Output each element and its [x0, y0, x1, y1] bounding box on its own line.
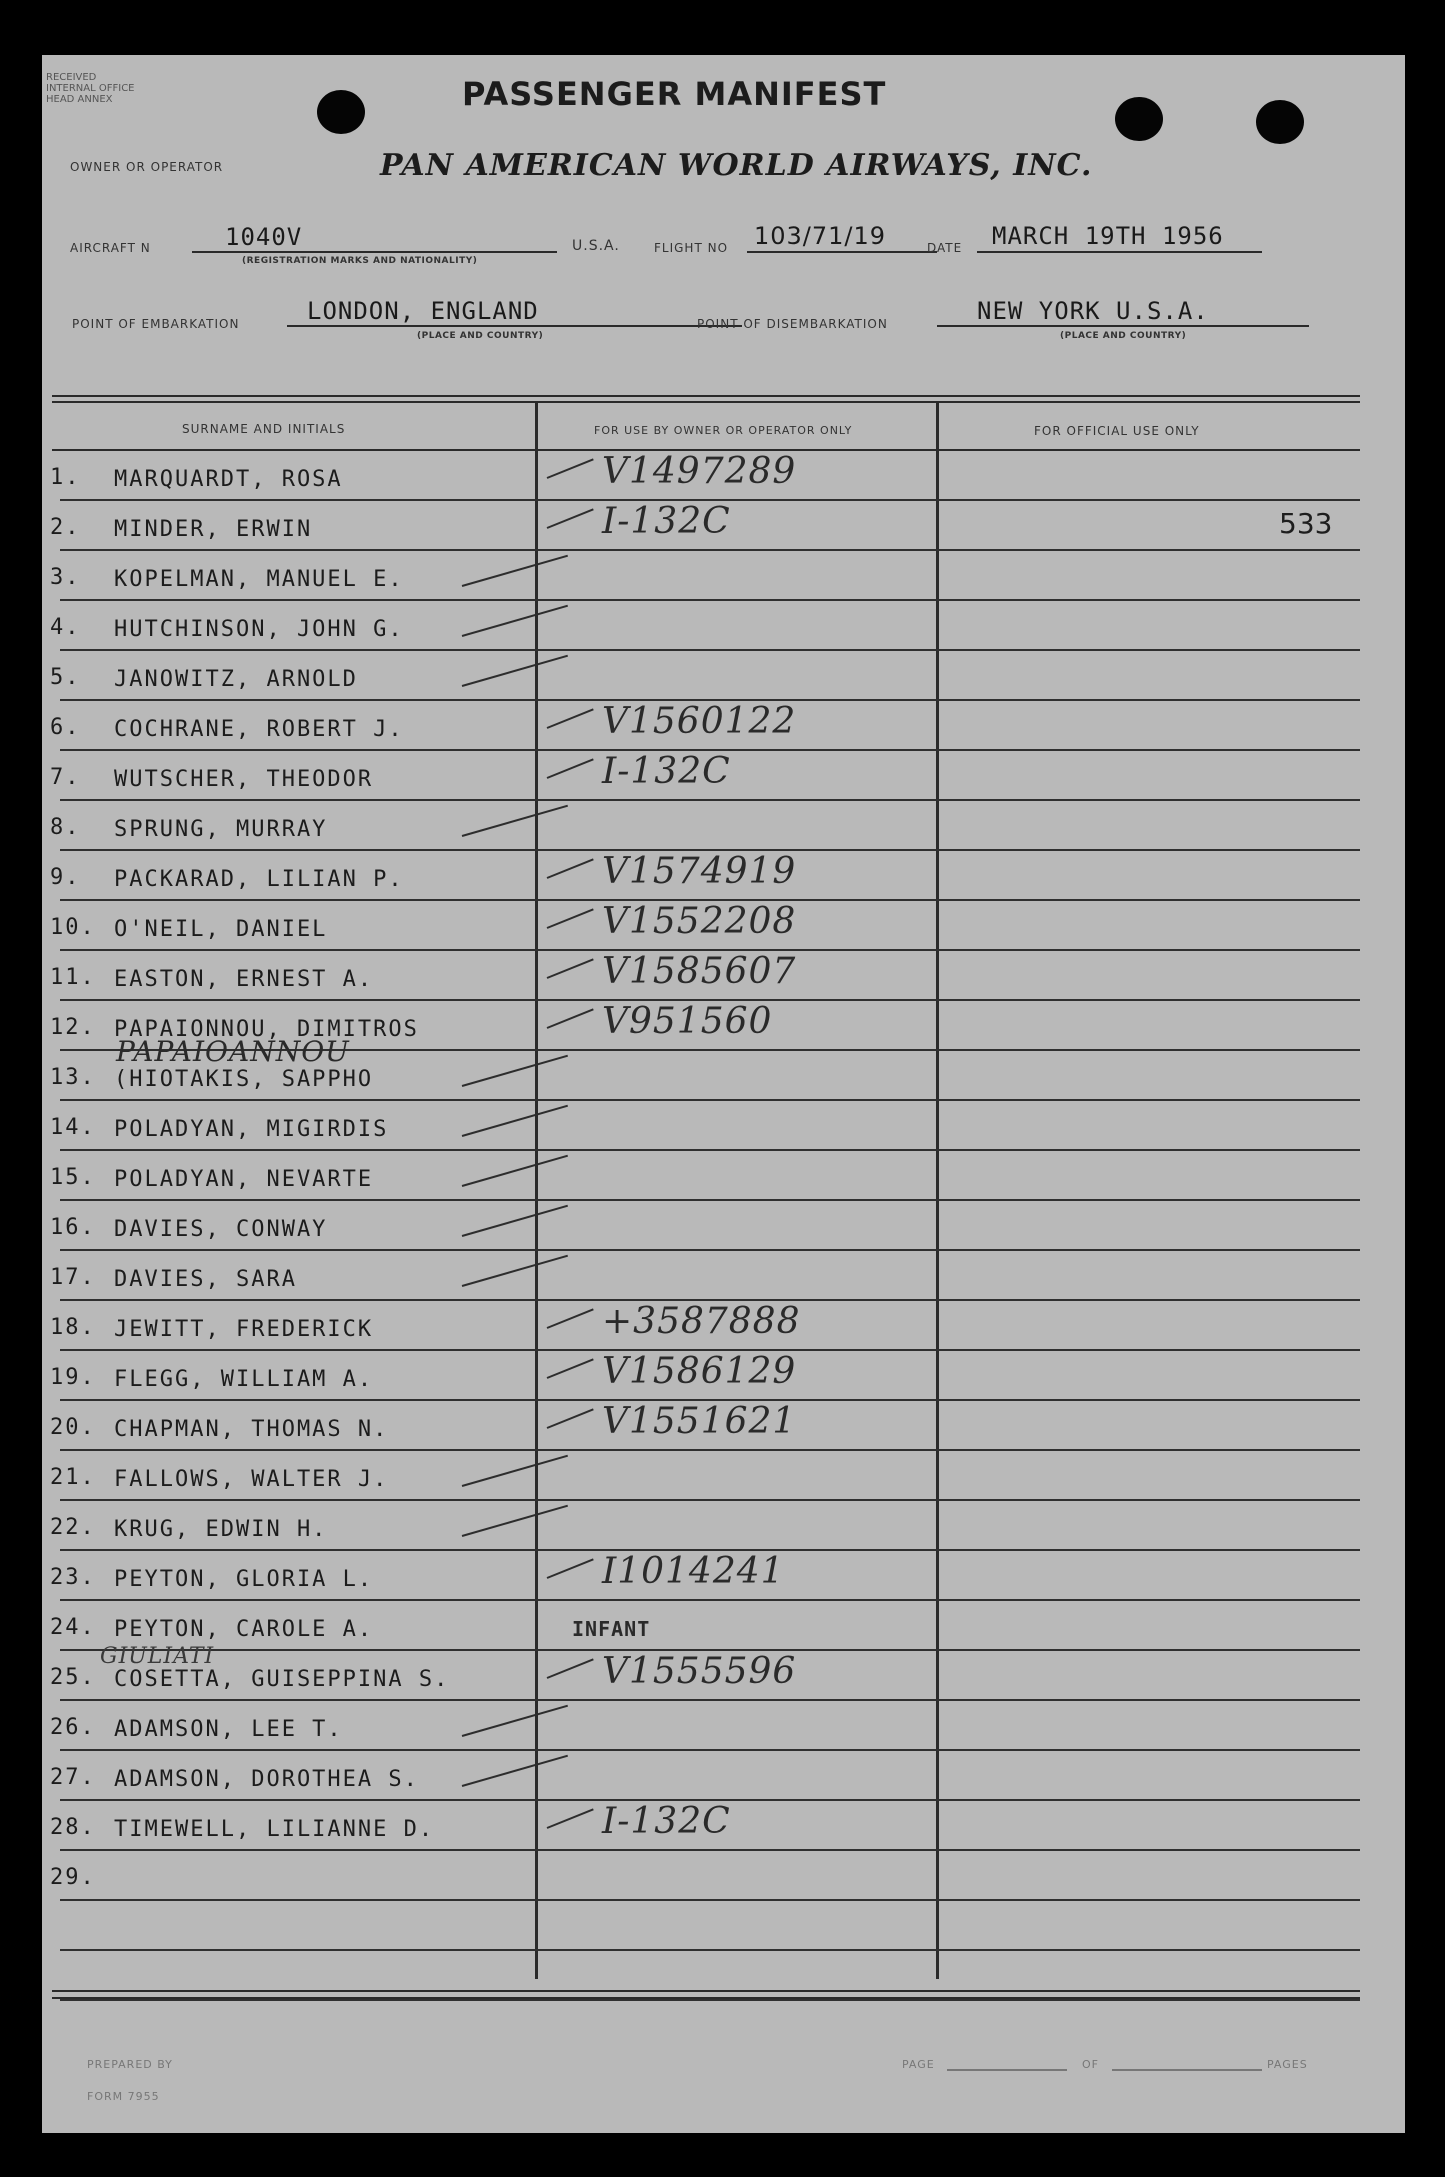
checkmark	[462, 1055, 568, 1087]
passenger-number: 29.	[50, 1865, 96, 1890]
passenger-name: (HIOTAKIS, SAPPHO	[114, 1067, 374, 1092]
operator-name: PAN AMERICAN WORLD AIRWAYS, INC.	[380, 148, 1093, 183]
row-rule	[60, 599, 1360, 601]
operator-reference: INFANT	[572, 1617, 651, 1641]
operator-reference: V1555596	[602, 1651, 797, 1692]
table-top-rule	[52, 395, 1360, 397]
stamp-line: RECEIVED	[46, 72, 97, 83]
page-label: PAGE	[902, 2058, 935, 2071]
field-underline	[192, 251, 557, 253]
checkmark	[547, 1808, 594, 1829]
column-header-operator: FOR USE BY OWNER OR OPERATOR ONLY	[594, 424, 853, 437]
row-rule	[60, 1099, 1360, 1101]
row-rule	[60, 1449, 1360, 1451]
passenger-name: TIMEWELL, LILIANNE D.	[114, 1817, 435, 1842]
checkmark	[462, 555, 568, 587]
column-header-official: FOR OFFICIAL USE ONLY	[1034, 424, 1200, 438]
passenger-number: 7.	[50, 765, 81, 790]
operator-reference: I-132C	[602, 501, 731, 542]
row-rule	[60, 549, 1360, 551]
row-rule	[60, 799, 1360, 801]
table-bottom-rule	[52, 1997, 1360, 1999]
passenger-number: 20.	[50, 1415, 96, 1440]
checkmark	[462, 805, 568, 837]
passenger-name: EASTON, ERNEST A.	[114, 967, 374, 992]
usa-label: U.S.A.	[572, 238, 620, 254]
disembark-place-note: (PLACE AND COUNTRY)	[1060, 331, 1187, 341]
checkmark	[462, 1105, 568, 1137]
table-top-rule	[52, 401, 1360, 403]
operator-reference: V1586129	[602, 1351, 797, 1392]
passenger-name: POLADYAN, NEVARTE	[114, 1167, 374, 1192]
row-rule	[60, 1899, 1360, 1901]
received-stamp	[46, 72, 135, 105]
passenger-number: 18.	[50, 1315, 96, 1340]
passenger-name: MARQUARDT, ROSA	[114, 467, 343, 492]
passenger-name: COCHRANE, ROBERT J.	[114, 717, 404, 742]
passenger-number: 1.	[50, 465, 81, 490]
passenger-name: PEYTON, CAROLE A.	[114, 1617, 374, 1642]
operator-reference: I-132C	[602, 751, 731, 792]
checkmark	[547, 1008, 594, 1029]
embarkation-point: LONDON, ENGLAND	[307, 297, 539, 325]
passenger-name: HUTCHINSON, JOHN G.	[114, 617, 404, 642]
operator-reference: I1014241	[602, 1551, 785, 1592]
stamp-line: HEAD ANNEX	[46, 94, 113, 105]
form-code: FORM 7955	[87, 2090, 160, 2103]
punch-hole	[1115, 97, 1163, 141]
passenger-number: 17.	[50, 1265, 96, 1290]
registration-note: (REGISTRATION MARKS AND NATIONALITY)	[242, 256, 478, 266]
operator-reference: V1552208	[602, 901, 797, 942]
checkmark	[547, 508, 594, 529]
disembarkation-label: POINT OF DISEMBARKATION	[697, 317, 888, 331]
passenger-name: JANOWITZ, ARNOLD	[114, 667, 358, 692]
passenger-number: 21.	[50, 1465, 96, 1490]
passenger-name: ADAMSON, LEE T.	[114, 1717, 343, 1742]
checkmark	[547, 958, 594, 979]
passenger-name: PACKARAD, LILIAN P.	[114, 867, 404, 892]
checkmark	[462, 655, 568, 687]
passenger-name: O'NEIL, DANIEL	[114, 917, 328, 942]
passenger-number: 19.	[50, 1365, 96, 1390]
passenger-number: 27.	[50, 1765, 96, 1790]
passenger-number: 8.	[50, 815, 81, 840]
row-rule	[60, 1499, 1360, 1501]
flight-label: FLIGHT NO	[654, 241, 729, 255]
operator-reference: V1585607	[602, 951, 797, 992]
checkmark	[462, 1155, 568, 1187]
disembarkation-point: NEW YORK U.S.A.	[977, 297, 1209, 325]
operator-reference: +3587888	[602, 1301, 801, 1342]
passenger-name: KRUG, EDWIN H.	[114, 1517, 328, 1542]
row-rule	[60, 1199, 1360, 1201]
passenger-name: CHAPMAN, THOMAS N.	[114, 1417, 389, 1442]
passenger-number: 22.	[50, 1515, 96, 1540]
pages-label: PAGES	[1267, 2058, 1308, 2071]
field-underline	[937, 325, 1309, 327]
stamp-line: INTERNAL OFFICE	[46, 83, 135, 94]
checkmark	[547, 458, 594, 479]
checkmark	[547, 708, 594, 729]
embark-place-note: (PLACE AND COUNTRY)	[417, 331, 544, 341]
passenger-name: PAPAIONNOU, DIMITROS	[114, 1017, 419, 1042]
passenger-name: DAVIES, SARA	[114, 1267, 297, 1292]
passenger-name: FALLOWS, WALTER J.	[114, 1467, 389, 1492]
blank-row-rule	[60, 1999, 1360, 2001]
checkmark	[462, 1705, 568, 1737]
passenger-number: 2.	[50, 515, 81, 540]
embarkation-label: POINT OF EMBARKATION	[72, 317, 240, 331]
punch-hole	[1256, 100, 1304, 144]
passenger-number: 26.	[50, 1715, 96, 1740]
row-rule	[60, 1149, 1360, 1151]
passenger-name: POLADYAN, MIGIRDIS	[114, 1117, 389, 1142]
of-label: OF	[1082, 2058, 1099, 2071]
aircraft-number: 1040V	[225, 223, 303, 251]
column-header-name: SURNAME AND INITIALS	[182, 422, 346, 436]
checkmark	[547, 1308, 594, 1329]
operator-reference: V1497289	[602, 451, 797, 492]
passenger-name: JEWITT, FREDERICK	[114, 1317, 374, 1342]
manifest-sheet	[42, 55, 1405, 2133]
passenger-number: 28.	[50, 1815, 96, 1840]
passenger-number: 23.	[50, 1565, 96, 1590]
manifest-date: MARCH 19TH 1956	[992, 222, 1224, 250]
punch-hole	[317, 90, 365, 134]
field-underline	[947, 2069, 1067, 2071]
prepared-by-label: PREPARED BY	[87, 2058, 173, 2071]
passenger-name: KOPELMAN, MANUEL E.	[114, 567, 404, 592]
checkmark	[462, 1205, 568, 1237]
passenger-name: ADAMSON, DOROTHEA S.	[114, 1767, 419, 1792]
passenger-number: 16.	[50, 1215, 96, 1240]
passenger-number: 15.	[50, 1165, 96, 1190]
passenger-name: COSETTA, GUISEPPINA S.	[114, 1667, 450, 1692]
passenger-number: 5.	[50, 665, 81, 690]
checkmark	[547, 1358, 594, 1379]
row-rule	[60, 1249, 1360, 1251]
checkmark	[462, 1755, 568, 1787]
passenger-name: MINDER, ERWIN	[114, 517, 313, 542]
checkmark	[547, 1558, 594, 1579]
official-mark: 533	[1279, 507, 1333, 540]
operator-reference: V951560	[602, 1001, 773, 1042]
field-underline	[287, 325, 742, 327]
page-title: PASSENGER MANIFEST	[462, 75, 887, 113]
passenger-number: 25.	[50, 1665, 96, 1690]
checkmark	[547, 758, 594, 779]
flight-number: 103/71/19	[754, 222, 887, 250]
row-rule	[60, 1749, 1360, 1751]
passenger-number: 10.	[50, 915, 96, 940]
field-underline	[977, 251, 1262, 253]
operator-reference: V1574919	[602, 851, 797, 892]
date-label: DATE	[927, 241, 963, 255]
passenger-name: DAVIES, CONWAY	[114, 1217, 328, 1242]
operator-reference: I-132C	[602, 1801, 731, 1842]
passenger-name: WUTSCHER, THEODOR	[114, 767, 374, 792]
handwritten-surname-25: GIULIATI	[100, 1644, 215, 1669]
operator-reference: V1551621	[602, 1401, 797, 1442]
row-rule	[60, 1599, 1360, 1601]
passenger-number: 13.	[50, 1065, 96, 1090]
passenger-number: 4.	[50, 615, 81, 640]
passenger-number: 9.	[50, 865, 81, 890]
row-rule	[60, 1849, 1360, 1851]
column-divider	[936, 401, 939, 1979]
passenger-name: PEYTON, GLORIA L.	[114, 1567, 374, 1592]
owner-label: OWNER OR OPERATOR	[70, 160, 224, 174]
passenger-name: SPRUNG, MURRAY	[114, 817, 328, 842]
operator-reference: V1560122	[602, 701, 797, 742]
passenger-name: FLEGG, WILLIAM A.	[114, 1367, 374, 1392]
column-divider	[535, 401, 538, 1979]
passenger-number: 6.	[50, 715, 81, 740]
checkmark	[547, 858, 594, 879]
passenger-number: 3.	[50, 565, 81, 590]
checkmark	[462, 605, 568, 637]
checkmark	[462, 1455, 568, 1487]
checkmark	[462, 1255, 568, 1287]
checkmark	[462, 1505, 568, 1537]
row-rule	[60, 649, 1360, 651]
passenger-number: 11.	[50, 965, 96, 990]
passenger-number: 24.	[50, 1615, 96, 1640]
field-underline	[747, 251, 937, 253]
checkmark	[547, 908, 594, 929]
aircraft-label: AIRCRAFT N	[70, 241, 151, 255]
field-underline	[1112, 2069, 1262, 2071]
checkmark	[547, 1408, 594, 1429]
row-rule	[60, 1699, 1360, 1701]
passenger-number: 14.	[50, 1115, 96, 1140]
passenger-number: 12.	[50, 1015, 96, 1040]
handwritten-surname-13: PAPAIOANNOU	[116, 1035, 350, 1068]
table-bottom-rule	[52, 1990, 1360, 1992]
blank-row-rule	[60, 1949, 1360, 1951]
checkmark	[547, 1658, 594, 1679]
